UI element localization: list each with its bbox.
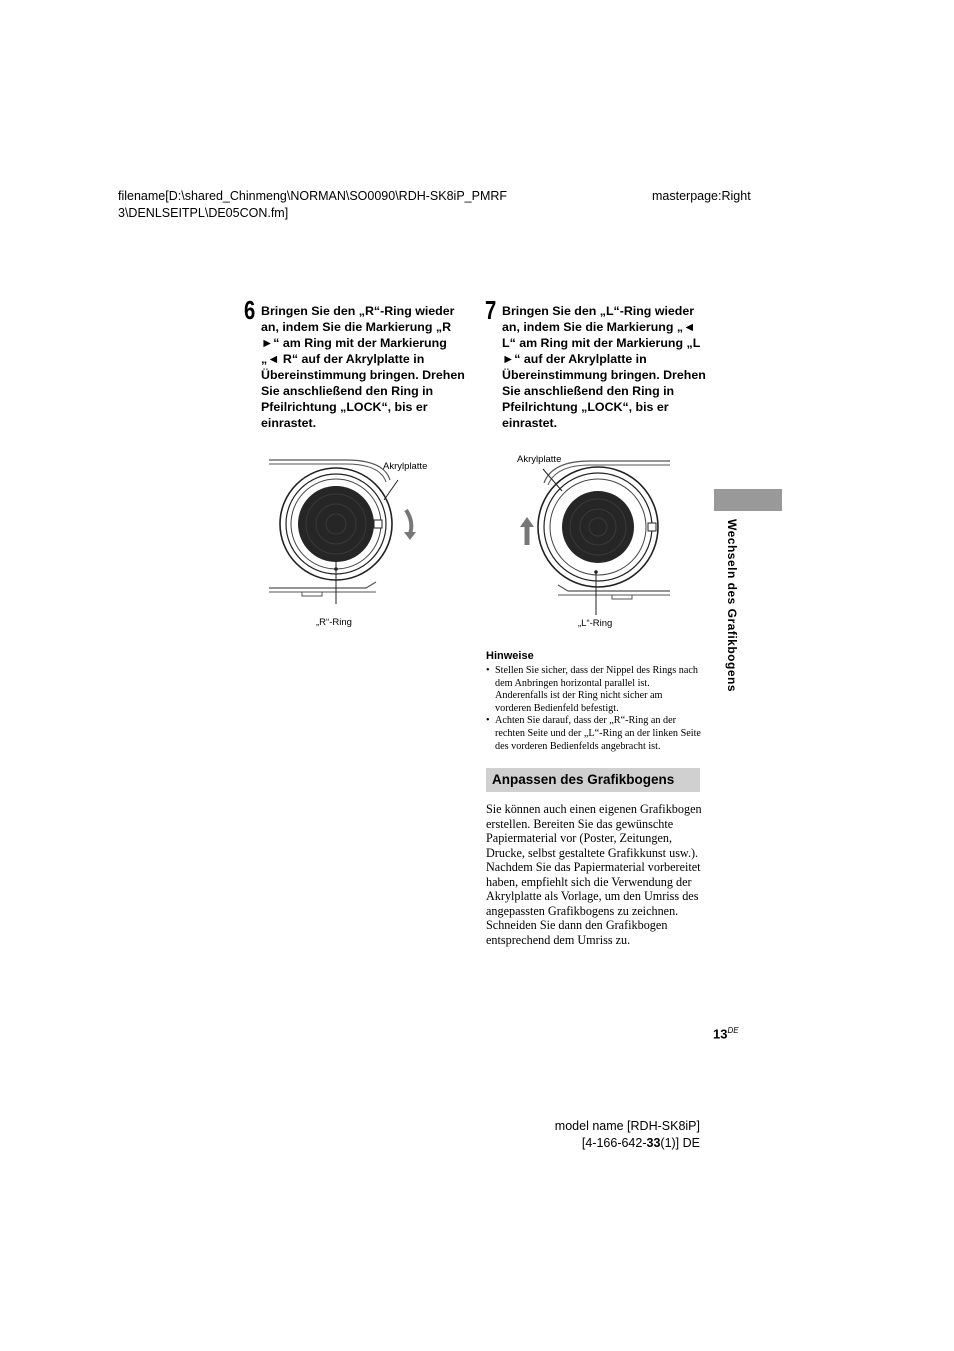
model-code-line [555, 1135, 700, 1152]
side-tab-marker [714, 489, 782, 511]
model-name-line: model name [RDH-SK8iP] [554, 1119, 700, 1133]
filename-line-2: 3\DENLSEITPL\DE05CON.fm] [118, 206, 289, 220]
model-code-bold: 33 [646, 1136, 661, 1150]
figure-step-6-ring [266, 452, 436, 604]
note-item: • Achten Sie darauf, dass der „R“-Ring an der rechten Seite und der „L“-Ring an der linken Seite des vorderen Bedienfelds angebracht ist. [486, 715, 701, 753]
step-7-label-l-ring: „L“-Ring [578, 618, 613, 629]
notes-list [486, 665, 701, 753]
section-paragraph-1: Sie können auch einen eigenen Grafikbogen erstellen. Bereiten Sie das gewünschte Papiermaterial vor (Poster, Zeitungen, Drucke, selbst gestaltete Grafikkunst usw.). [486, 802, 702, 860]
step-6-label-akrylplatte: Akrylplatte [383, 461, 428, 472]
step-6-label-r-ring: „R“-Ring [316, 617, 352, 628]
model-name-block [555, 1118, 700, 1152]
step-6-number: 6 [244, 295, 256, 325]
masterpage-meta: masterpage:Right [652, 189, 751, 203]
page-number [713, 1026, 739, 1041]
section-body [486, 802, 702, 947]
step-7-label-akrylplatte: Akrylplatte [517, 454, 562, 465]
side-tab-label: Wechseln des Grafikbogens [725, 519, 739, 692]
section-paragraph-2: Nachdem Sie das Papiermaterial vorbereitet haben, empfiehlt sich die Verwendung der Akrylplatte als Vorlage, um den Umriss des angepassten Grafikbogens zu zeichnen. Schneiden Sie dann den Grafikbogen entsprechend dem Umriss zu. [486, 860, 701, 947]
step-7-number: 7 [485, 295, 497, 325]
step-7-text: Bringen Sie den „L“-Ring wieder an, indem Sie die Markierung „◄ L“ am Ring mit der Markierung „L ►“ auf der Akrylplatte in Übereinstimmung bringen. Drehen Sie anschließend den Ring in Pfeilrichtung „LOCK“, bis er einrastet. [502, 304, 706, 430]
page-number-value: 13 [713, 1026, 728, 1042]
filename-meta [118, 188, 507, 222]
step-6-text: Bringen Sie den „R“-Ring wieder an, indem Sie die Markierung „R ►“ am Ring mit der Markierung „◄ R“ auf der Akrylplatte in Übereinstimmung bringen. Drehen Sie anschließend den Ring in Pfeilrichtung „LOCK“, bis er einrastet. [261, 304, 465, 430]
notes-heading: Hinweise [486, 650, 534, 662]
filename-line-1: filename[D:\shared_Chinmeng\NORMAN\SO0090\RDH-SK8iP_PMRF [118, 189, 508, 203]
figure-step-7-ring [510, 455, 675, 615]
note-item: • Stellen Sie sicher, dass der Nippel des Rings nach dem Anbringen horizontal parallel ist. Anderenfalls ist der Ring nicht sicher am vorderen Bedienfeld befestigt. [486, 665, 701, 715]
model-code-prefix: [4-166-642- [581, 1136, 647, 1150]
section-heading: Anpassen des Grafikbogens [486, 768, 700, 792]
page-number-suffix: DE [727, 1026, 739, 1035]
model-code-suffix: (1)] DE [660, 1136, 700, 1150]
